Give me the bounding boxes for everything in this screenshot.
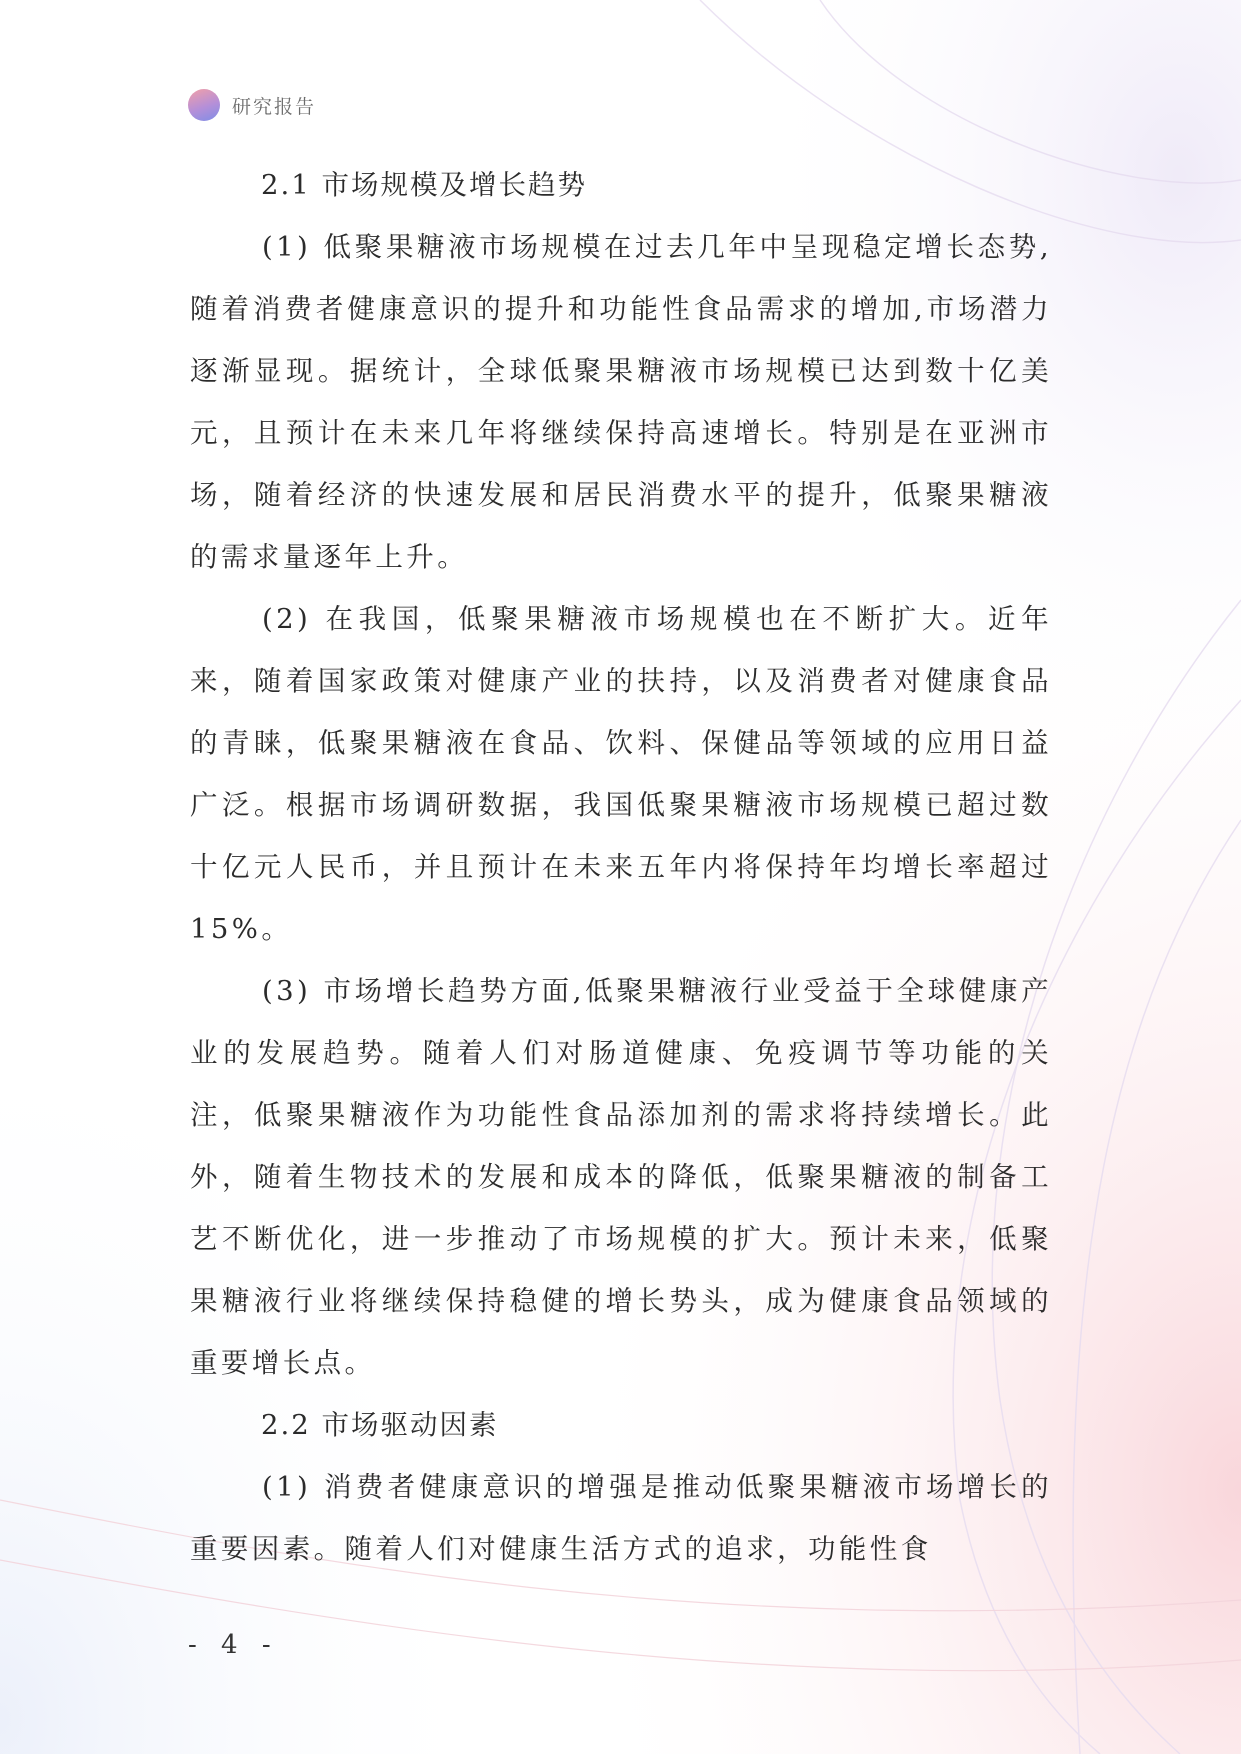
section-heading: 2.1 市场规模及增长趋势 bbox=[261, 169, 587, 201]
report-logo-icon bbox=[188, 89, 220, 121]
paragraph: (1) 低聚果糖液市场规模在过去几年中呈现稳定增长态势,随着消费者健康意识的提升和功能性食品需求的增加,市场潜力逐渐显现。据统计，全球低聚果糖液市场规模已达到数十亿美元，且预计在未来几年将继续保持高速增长。特别是在亚洲市场，随着经济的快速发展和居民消费水平的提升，低聚果糖液的需求量逐年上升。 bbox=[190, 231, 1052, 573]
page-number: - 4 - bbox=[188, 1630, 279, 1660]
paragraph: (1) 消费者健康意识的增强是推动低聚果糖液市场增长的重要因素。随着人们对健康生活方式的追求，功能性食 bbox=[190, 1471, 1052, 1565]
paragraph: (3) 市场增长趋势方面,低聚果糖液行业受益于全球健康产业的发展趋势。随着人们对肠道健康、免疫调节等功能的关注，低聚果糖液作为功能性食品添加剂的需求将持续增长。此外，随着生物技术的发展和成本的降低，低聚果糖液的制备工艺不断优化，进一步推动了市场规模的扩大。预计未来，低聚果糖液行业将继续保持稳健的增长势头，成为健康食品领域的重要增长点。 bbox=[190, 975, 1052, 1379]
header-label: 研究报告 bbox=[232, 95, 317, 118]
section-heading: 2.2 市场驱动因素 bbox=[261, 1409, 499, 1441]
document-body bbox=[190, 154, 1052, 1580]
paragraph: (2) 在我国，低聚果糖液市场规模也在不断扩大。近年来，随着国家政策对健康产业的扶持，以及消费者对健康食品的青睐，低聚果糖液在食品、饮料、保健品等领域的应用日益广泛。根据市场调研数据，我国低聚果糖液市场规模已超过数十亿元人民币，并且预计在未来五年内将保持年均增长率超过 15%。 bbox=[190, 603, 1052, 945]
page-header bbox=[188, 88, 316, 122]
